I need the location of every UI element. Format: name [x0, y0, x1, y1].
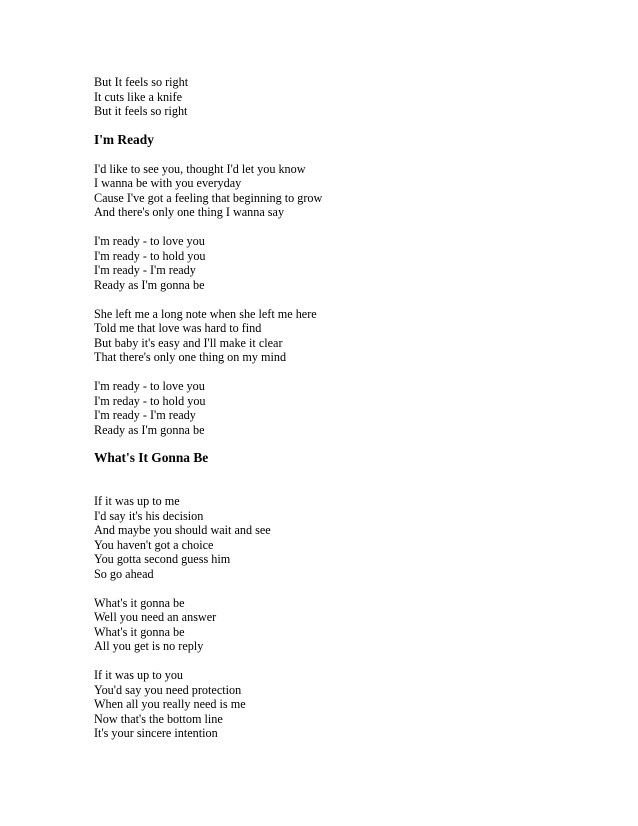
- lyric-line: Ready as I'm gonna be: [94, 277, 205, 292]
- lyric-line: And maybe you should wait and see: [94, 523, 271, 537]
- lyric-line: But It feels so right: [94, 75, 189, 89]
- lyric-line: But it feels so right: [94, 104, 188, 118]
- stanza: [94, 234, 614, 292]
- stanza: [94, 379, 614, 437]
- song-im-ready: [94, 132, 614, 438]
- lyric-line: That there's only one thing on my mind: [94, 350, 287, 364]
- lyric-line: I'm ready - I'm ready: [94, 408, 196, 422]
- lyric-line: What's it gonna be: [94, 624, 185, 639]
- song-title: What's It Gonna Be: [94, 450, 209, 465]
- lyric-line: It cuts like a knife: [94, 89, 182, 104]
- stanza: [94, 162, 614, 220]
- lyric-line: If it was up to me: [94, 494, 180, 508]
- lyric-line: I'd like to see you, thought I'd let you know: [94, 161, 306, 176]
- lyric-line: But baby it's easy and I'll make it clear: [94, 335, 283, 350]
- lyric-line: If it was up to you: [94, 668, 184, 682]
- lyric-line: You gotta second guess him: [94, 552, 231, 566]
- lyric-line: I'd say it's his decision: [94, 508, 204, 523]
- lyric-line: So go ahead: [94, 566, 154, 581]
- lyric-line: She left me a long note when she left me here: [94, 306, 317, 321]
- lyric-line: What's it gonna be: [94, 595, 185, 610]
- lyric-line: Told me that love was hard to find: [94, 321, 262, 335]
- lyric-line: I'm ready - to love you: [94, 234, 205, 248]
- lyric-line: I'm ready - I'm ready: [94, 263, 196, 277]
- lyric-line: Now that's the bottom line: [94, 711, 223, 726]
- lyric-line: When all you really need is me: [94, 697, 246, 711]
- lyric-line: Well you need an answer: [94, 610, 217, 624]
- lyric-line: I'm reday - to hold you: [94, 393, 206, 408]
- stanza: [94, 596, 614, 654]
- stanza: [94, 307, 614, 365]
- lyric-line: It's your sincere intention: [94, 726, 218, 740]
- intro-stanza: [94, 75, 614, 119]
- lyrics-content: [94, 75, 614, 741]
- lyric-line: You haven't got a choice: [94, 537, 214, 552]
- lyric-line: I'm ready - to love you: [94, 379, 205, 393]
- lyric-line: And there's only one thing I wanna say: [94, 205, 285, 219]
- lyric-line: Ready as I'm gonna be: [94, 422, 205, 437]
- lyric-line: I'm ready - to hold you: [94, 248, 206, 263]
- song-whats-it-gonna-be: [94, 450, 614, 741]
- lyric-line: You'd say you need protection: [94, 682, 242, 697]
- stanza: [94, 494, 614, 581]
- lyric-line: Cause I've got a feeling that beginning to grow: [94, 190, 323, 205]
- lyric-line: All you get is no reply: [94, 639, 204, 653]
- lyric-line: I wanna be with you everyday: [94, 176, 242, 190]
- stanza: [94, 668, 614, 741]
- song-title: I'm Ready: [94, 131, 154, 147]
